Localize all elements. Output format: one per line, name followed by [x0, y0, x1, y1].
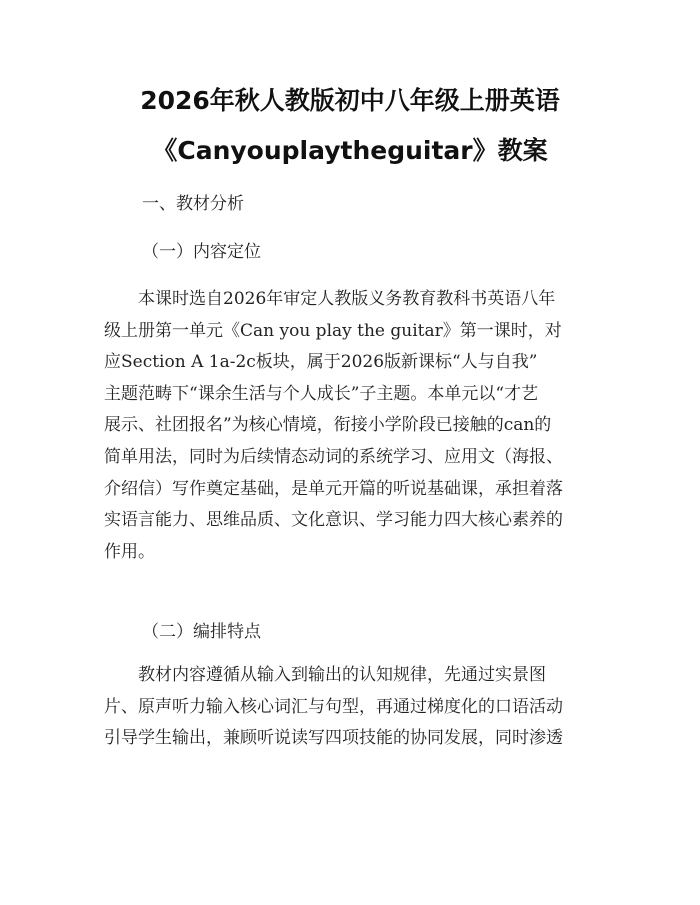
section-heading-textbook-analysis: 一、教材分析: [142, 194, 244, 214]
paragraph-content-positioning: [104, 284, 600, 568]
document-title-line2: 《Canyouplaytheguitar》教案: [152, 136, 548, 165]
subsection-heading-arrangement-features: （二）编排特点: [142, 622, 261, 642]
paragraph-line: 实语言能力、思维品质、文化意识、学习能力四大核心素养的: [104, 510, 563, 531]
paragraph-line: 教材内容遵循从输入到输出的认知规律，先通过实景图: [138, 665, 546, 685]
paragraph-line: 作用。: [104, 541, 155, 562]
paragraph-line: 级上册第一单元《Can you play the guitar》第一课时，对: [104, 320, 562, 341]
paragraph-line: 介绍信）写作奠定基础，是单元开篇的听说基础课，承担着落: [104, 478, 563, 499]
paragraph-line: 片、原声听力输入核心词汇与句型，再通过梯度化的口语活动: [104, 696, 563, 717]
paragraph-line: 展示、社团报名”为核心情境，衔接小学阶段已接触的can的: [104, 415, 552, 436]
paragraph-line: 引导学生输出，兼顾听说读写四项技能的协同发展，同时渗透: [104, 728, 563, 749]
paragraph-line: 简单用法，同时为后续情态动词的系统学习、应用文（海报、: [104, 446, 563, 467]
subsection-heading-content-positioning: （一）内容定位: [142, 242, 261, 262]
paragraph-arrangement-features: [104, 660, 600, 755]
paragraph-line: 主题范畴下“课余生活与个人成长”子主题。本单元以“才艺: [104, 383, 539, 404]
document-title-line1: 2026年秋人教版初中八年级上册英语: [140, 86, 560, 115]
paragraph-line: 应Section A 1a-2c板块，属于2026版新课标“人与自我”: [104, 352, 538, 373]
paragraph-line: 本课时选自2026年审定人教版义务教育教科书英语八年: [138, 289, 556, 309]
